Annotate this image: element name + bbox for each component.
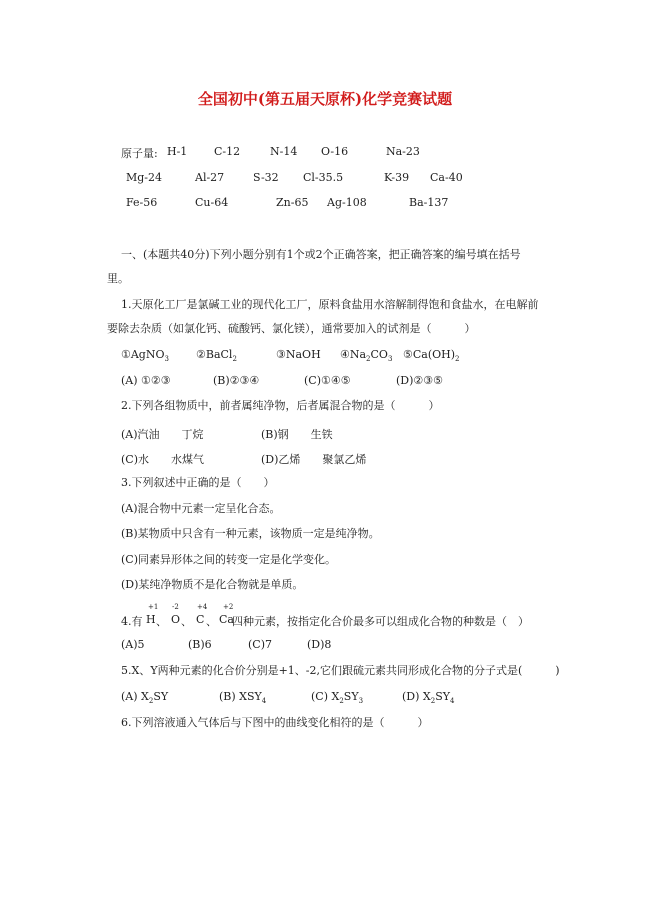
q4-suffix: 四种元素，按指定化合价最多可以组成化合物的种数是（ ）	[232, 615, 529, 628]
element-symbol: C	[196, 613, 205, 626]
atomic-mass-item: Cu-64	[195, 196, 229, 209]
section-heading-cont: 里。	[107, 272, 129, 285]
option: (B) $XSY_4$	[219, 690, 267, 706]
element-symbol: Ca	[219, 613, 234, 626]
question-5-stem: 5.X、Y两种元素的化合价分别是+1、-2,它们跟硫元素共同形成化合物的分子式是( )	[121, 664, 560, 677]
separator: 、	[206, 615, 217, 628]
option: (C)同素异形体之间的转变一定是化学变化。	[121, 553, 336, 566]
atomic-mass-item: C-12	[214, 145, 241, 158]
section-heading: 一、(本题共40分)下列小题分别有1个或2个正确答案，把正确答案的编号填在括号	[121, 248, 521, 261]
separator: 、	[181, 615, 192, 628]
option: (D)乙烯 聚氯乙烯	[261, 453, 367, 466]
q4-prefix: 4.有	[121, 615, 143, 628]
element-symbol: O	[171, 613, 181, 626]
atomic-mass-item: H-1	[167, 145, 188, 158]
valence: +4	[197, 603, 208, 611]
atomic-mass-item: Zn-65	[276, 196, 309, 209]
page-title: 全国初中(第五届天原杯)化学竞赛试题	[197, 90, 453, 108]
option: (B)钢 生铁	[261, 428, 333, 441]
atomic-mass-item: S-32	[253, 171, 279, 184]
atomic-mass-label: 原子量:	[121, 147, 158, 160]
atomic-mass-item: Fe-56	[126, 196, 158, 209]
option: (A)汽油 丁烷	[121, 428, 204, 441]
option: (D)②③⑤	[396, 374, 443, 387]
reagent: ②BaCl$_2$	[196, 348, 237, 364]
option: (A) $X_2SY$	[121, 690, 169, 706]
option: (C)①④⑤	[304, 374, 351, 387]
atomic-mass-item: Ag-108	[327, 196, 367, 209]
question-3-stem: 3.下列叙述中正确的是（ ）	[121, 476, 275, 489]
option: (D) $X_2SY_4$	[402, 690, 455, 706]
reagent: ①AgNO$_3$	[121, 348, 169, 364]
option: (D)8	[307, 638, 332, 651]
question-2-stem: 2.下列各组物质中，前者属纯净物，后者属混合物的是（ ）	[121, 399, 440, 412]
atomic-mass-item: O-16	[321, 145, 349, 158]
valence: +2	[223, 603, 234, 611]
valence: -2	[172, 603, 179, 611]
option: (C)水 水煤气	[121, 453, 204, 466]
atomic-mass-item: Al-27	[195, 171, 225, 184]
option: (B)②③④	[213, 374, 260, 387]
reagent: ③NaOH	[276, 348, 321, 361]
option: (C)7	[248, 638, 272, 651]
atomic-mass-item: Mg-24	[126, 171, 163, 184]
reagent: $⑤Ca(OH)_2$	[403, 348, 460, 364]
atomic-mass-item: Na-23	[386, 145, 420, 158]
option: (A)混合物中元素一定呈化合态。	[121, 502, 281, 515]
question-6-stem: 6.下列溶液通入气体后与下图中的曲线变化相符的是（ ）	[121, 716, 429, 729]
atomic-mass-item: K-39	[384, 171, 410, 184]
element-symbol: H	[146, 613, 156, 626]
option: (A) ①②③	[121, 374, 171, 387]
option: (B)6	[188, 638, 212, 651]
question-1-stem-cont: 要除去杂质（如氯化钙、硫酸钙、氯化镁），通常要加入的试剂是（ ）	[107, 322, 476, 335]
atomic-mass-item: Ca-40	[430, 171, 463, 184]
option: (B)某物质中只含有一种元素，该物质一定是纯净物。	[121, 527, 380, 540]
option: (A)5	[121, 638, 145, 651]
reagent: $④Na_2CO_3$	[340, 348, 393, 364]
separator: 、	[156, 615, 167, 628]
atomic-mass-item: N-14	[270, 145, 298, 158]
question-1-stem: 1.天原化工厂是氯碱工业的现代化工厂，原料食盐用水溶解制得饱和食盐水，在电解前	[121, 298, 539, 311]
atomic-mass-item: Cl-35.5	[303, 171, 344, 184]
option: (D)某纯净物质不是化合物就是单质。	[121, 578, 304, 591]
valence: +1	[148, 603, 159, 611]
option: (C) $X_2SY_3$	[311, 690, 364, 706]
atomic-mass-item: Ba-137	[409, 196, 449, 209]
